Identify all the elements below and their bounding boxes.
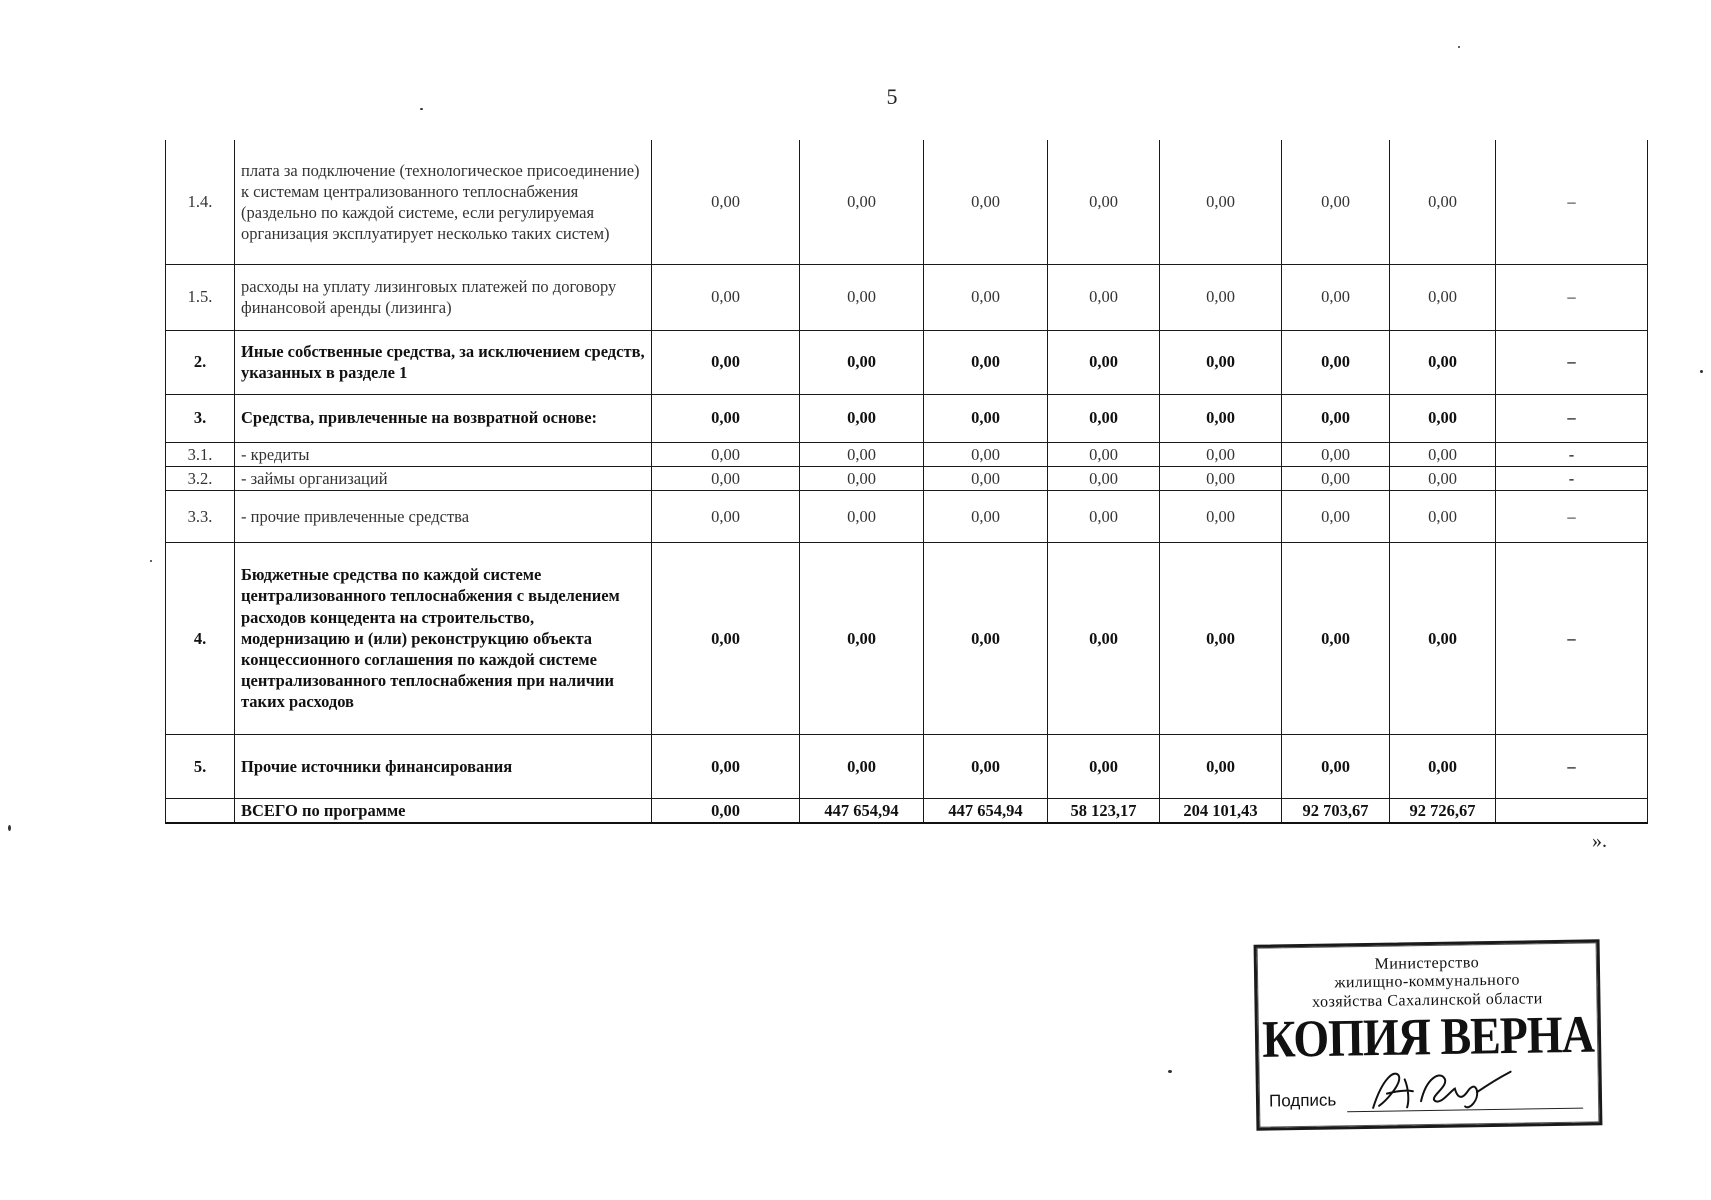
- value-cell: 0,00: [924, 542, 1048, 734]
- value-cell: 0,00: [1282, 330, 1390, 394]
- value-cell: 0,00: [652, 140, 800, 264]
- scan-speck: [1458, 46, 1460, 48]
- value-cell: 0,00: [652, 490, 800, 542]
- value-cell: 0,00: [924, 466, 1048, 490]
- value-cell: 0,00: [1390, 466, 1496, 490]
- value-cell: 0,00: [1282, 394, 1390, 442]
- value-cell: 0,00: [800, 264, 924, 330]
- value-cell: 0,00: [1390, 140, 1496, 264]
- row-description: Прочие источники финансирования: [235, 734, 652, 798]
- row-number: 3.1.: [166, 442, 235, 466]
- value-cell: 0,00: [1160, 330, 1282, 394]
- row-description: - прочие привлеченные средства: [235, 490, 652, 542]
- value-cell: 0,00: [1282, 264, 1390, 330]
- value-cell: 0,00: [1282, 490, 1390, 542]
- value-cell: 58 123,17: [1048, 798, 1160, 823]
- table-row: [166, 140, 1648, 264]
- value-cell: 0,00: [1390, 264, 1496, 330]
- note-cell: –: [1496, 330, 1648, 394]
- row-description: расходы на уплату лизинговых платежей по договору финансовой аренды (лизинга): [235, 264, 652, 330]
- table-row: [166, 466, 1648, 490]
- certified-copy-stamp: [1254, 939, 1603, 1130]
- stamp-organization: [1257, 952, 1598, 1013]
- value-cell: 0,00: [1390, 490, 1496, 542]
- value-cell: 0,00: [800, 442, 924, 466]
- row-description: Бюджетные средства по каждой системе централизованного теплоснабжения с выделением расходов концедента на строительство, модернизацию и (или) реконструкцию объекта концессионного соглашения по каждой системе централизованного теплоснабжения при наличии таких расходов: [235, 542, 652, 734]
- value-cell: 0,00: [1390, 542, 1496, 734]
- row-number: [166, 798, 235, 823]
- value-cell: 0,00: [1282, 734, 1390, 798]
- value-cell: 204 101,43: [1160, 798, 1282, 823]
- value-cell: 0,00: [1282, 442, 1390, 466]
- value-cell: 0,00: [924, 330, 1048, 394]
- value-cell: 0,00: [800, 734, 924, 798]
- value-cell: 0,00: [1390, 330, 1496, 394]
- stamp-org-line: Министерство: [1374, 954, 1480, 973]
- value-cell: 0,00: [924, 394, 1048, 442]
- table-row: [166, 264, 1648, 330]
- value-cell: 0,00: [1048, 442, 1160, 466]
- value-cell: 0,00: [652, 542, 800, 734]
- row-number: 3.3.: [166, 490, 235, 542]
- value-cell: 0,00: [1048, 490, 1160, 542]
- value-cell: 447 654,94: [800, 798, 924, 823]
- financing-table: [165, 140, 1648, 824]
- value-cell: 0,00: [1160, 442, 1282, 466]
- value-cell: 0,00: [1390, 394, 1496, 442]
- table-total-row: [166, 798, 1648, 823]
- value-cell: 0,00: [800, 140, 924, 264]
- note-cell: –: [1496, 734, 1648, 798]
- value-cell: 0,00: [800, 490, 924, 542]
- financing-table-body: [166, 140, 1648, 823]
- value-cell: 0,00: [800, 330, 924, 394]
- table-row: [166, 734, 1648, 798]
- value-cell: 0,00: [1048, 264, 1160, 330]
- value-cell: 0,00: [652, 798, 800, 823]
- value-cell: 447 654,94: [924, 798, 1048, 823]
- value-cell: 0,00: [652, 734, 800, 798]
- table-row: [166, 542, 1648, 734]
- row-number: 1.4.: [166, 140, 235, 264]
- value-cell: 0,00: [800, 394, 924, 442]
- signature-label: Подпись: [1268, 1090, 1337, 1111]
- value-cell: 0,00: [1282, 140, 1390, 264]
- row-description: ВСЕГО по программе: [235, 798, 652, 823]
- row-description: - кредиты: [235, 442, 652, 466]
- note-cell: –: [1496, 490, 1648, 542]
- value-cell: 0,00: [1048, 330, 1160, 394]
- note-cell: –: [1496, 394, 1648, 442]
- value-cell: 0,00: [1390, 734, 1496, 798]
- value-cell: 0,00: [1390, 442, 1496, 466]
- stamp-org-line: хозяйства Сахалинской области: [1311, 989, 1543, 1011]
- value-cell: 0,00: [1282, 542, 1390, 734]
- table-row: [166, 330, 1648, 394]
- table-row: [166, 490, 1648, 542]
- note-cell: –: [1496, 542, 1648, 734]
- scan-speck: [1700, 370, 1703, 373]
- value-cell: 0,00: [1160, 140, 1282, 264]
- row-number: 3.: [166, 394, 235, 442]
- value-cell: 0,00: [1048, 734, 1160, 798]
- row-number: 1.5.: [166, 264, 235, 330]
- table-row: [166, 394, 1648, 442]
- note-cell: -: [1496, 442, 1648, 466]
- value-cell: 0,00: [924, 140, 1048, 264]
- handwritten-signature-icon: [1365, 1066, 1516, 1114]
- value-cell: 0,00: [652, 394, 800, 442]
- value-cell: 0,00: [1048, 394, 1160, 442]
- value-cell: 0,00: [1048, 466, 1160, 490]
- value-cell: 0,00: [652, 466, 800, 490]
- table-row: [166, 442, 1648, 466]
- row-number: 3.2.: [166, 466, 235, 490]
- scan-speck: [8, 825, 11, 831]
- value-cell: 0,00: [1160, 490, 1282, 542]
- note-cell: [1496, 798, 1648, 823]
- value-cell: 0,00: [1048, 542, 1160, 734]
- page-number: 5: [886, 84, 898, 109]
- value-cell: 0,00: [1160, 734, 1282, 798]
- scan-speck: [1168, 1070, 1172, 1073]
- note-cell: -: [1496, 466, 1648, 490]
- row-description: Средства, привлеченные на возвратной основе:: [235, 394, 652, 442]
- closing-quote-mark: ».: [1592, 830, 1607, 852]
- row-description: Иные собственные средства, за исключением средств, указанных в разделе 1: [235, 330, 652, 394]
- row-number: 2.: [166, 330, 235, 394]
- value-cell: 0,00: [1160, 394, 1282, 442]
- row-number: 5.: [166, 734, 235, 798]
- value-cell: 0,00: [1160, 466, 1282, 490]
- row-number: 4.: [166, 542, 235, 734]
- value-cell: 0,00: [924, 490, 1048, 542]
- value-cell: 0,00: [652, 264, 800, 330]
- value-cell: 0,00: [924, 734, 1048, 798]
- scan-speck: [420, 108, 423, 110]
- value-cell: 0,00: [1160, 264, 1282, 330]
- value-cell: 0,00: [1282, 466, 1390, 490]
- value-cell: 0,00: [652, 330, 800, 394]
- value-cell: 0,00: [1048, 140, 1160, 264]
- value-cell: 92 703,67: [1282, 798, 1390, 823]
- value-cell: 0,00: [924, 264, 1048, 330]
- stamp-title: КОПИЯ ВЕРНА: [1261, 1004, 1595, 1069]
- value-cell: 0,00: [800, 466, 924, 490]
- row-description: - займы организаций: [235, 466, 652, 490]
- row-description: плата за подключение (технологическое присоединение) к системам централизованного теплоснабжения (раздельно по каждой системе, если регулируемая организация эксплуатирует несколько таких систем): [235, 140, 652, 264]
- note-cell: –: [1496, 264, 1648, 330]
- value-cell: 0,00: [800, 542, 924, 734]
- value-cell: 0,00: [652, 442, 800, 466]
- value-cell: 0,00: [924, 442, 1048, 466]
- note-cell: –: [1496, 140, 1648, 264]
- stamp-org-line: жилищно-коммунального: [1334, 971, 1521, 992]
- value-cell: 0,00: [1160, 542, 1282, 734]
- value-cell: 92 726,67: [1390, 798, 1496, 823]
- scan-speck: [150, 560, 152, 562]
- stamp-signature-row: [1269, 1072, 1590, 1117]
